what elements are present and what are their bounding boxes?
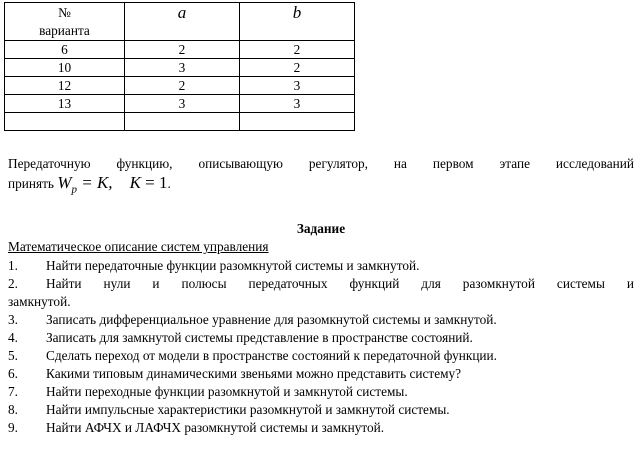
task-text: Найти передаточные функции разомкнутой системы и замкнутой. (46, 258, 420, 273)
paragraph-line-1: Передаточную функцию, описывающую регулятор, на первом этапе исследований (8, 156, 634, 171)
task-number: 7. (8, 384, 18, 399)
task-number: 4. (8, 330, 18, 345)
table-row (5, 95, 355, 113)
list-item (8, 257, 634, 275)
formula-subscript: p (71, 183, 77, 196)
paragraph-line-2 (8, 173, 171, 196)
table-cell-b: 3 (240, 95, 355, 113)
task-number: 1. (8, 258, 18, 273)
list-item (8, 383, 634, 401)
task-number: 2. (8, 276, 18, 291)
task-number: 3. (8, 312, 18, 327)
formula-eq-one: = 1 (140, 173, 168, 192)
task-text: Записать для замкнутой системы представление в пространстве состояний. (46, 330, 473, 345)
header-num-sign: № (58, 5, 71, 20)
task-number: 6. (8, 366, 18, 381)
list-item (8, 365, 634, 383)
task-text: Найти АФЧХ и ЛАФЧХ разомкнутой системы и замкнутой. (46, 420, 385, 435)
table-cell-a: 3 (125, 59, 240, 77)
header-variant-number (5, 3, 125, 41)
task-text: Записать дифференциальное уравнение для разомкнутой системы и замкнутой. (46, 312, 497, 327)
header-b: b (240, 3, 355, 41)
task-number: 9. (8, 420, 18, 435)
table-row-empty (5, 113, 355, 131)
table-cell-b: 2 (240, 41, 355, 59)
task-text: Какими типовым динамическими звеньями можно представить систему? (46, 366, 462, 381)
formula-k: K (129, 173, 141, 192)
task-number: 8. (8, 402, 18, 417)
paragraph-prefix: принять (8, 176, 54, 191)
table-row (5, 77, 355, 95)
table-cell-b (240, 113, 355, 131)
list-item (8, 275, 634, 311)
list-item (8, 311, 634, 329)
formula-w: W (57, 173, 72, 192)
section-title: Математическое описание систем управления (8, 239, 269, 254)
regulator-paragraph (8, 154, 634, 199)
list-item (8, 401, 634, 419)
table-header-row (5, 3, 355, 41)
paragraph-suffix: . (167, 176, 171, 191)
table-cell-a: 2 (125, 41, 240, 59)
header-a: a (125, 3, 240, 41)
table-cell-a (125, 113, 240, 131)
list-item (8, 329, 634, 347)
variants-table (4, 2, 355, 131)
task-text: Сделать переход от модели в пространстве состояний к передаточной функции. (46, 348, 497, 363)
list-item (8, 419, 634, 437)
table-cell-variant: 10 (5, 59, 125, 77)
table-cell-variant: 6 (5, 41, 125, 59)
formula-eq-k: = K, (77, 173, 113, 192)
task-text-line-2: замкнутой. (8, 294, 71, 309)
header-variant-label: варианта (39, 23, 90, 38)
task-list (8, 257, 634, 437)
table-row (5, 59, 355, 77)
task-text: Найти импульсные характеристики разомкнутой и замкнутой системы. (46, 402, 450, 417)
table-cell-a: 2 (125, 77, 240, 95)
regulator-formula (57, 173, 168, 196)
task-number: 5. (8, 348, 18, 363)
task-title: Задание (296, 221, 346, 236)
table-cell-b: 3 (240, 77, 355, 95)
list-item (8, 347, 634, 365)
task-text: Найти переходные функции разомкнутой и замкнутой системы. (46, 384, 408, 399)
table-row (5, 41, 355, 59)
task-text-line-1: Найти нули и полюсы передаточных функций для разомкнутой системы и (46, 276, 634, 291)
table-cell-b: 2 (240, 59, 355, 77)
table-cell-variant: 12 (5, 77, 125, 95)
table-cell-variant: 13 (5, 95, 125, 113)
table-cell-variant (5, 113, 125, 131)
table-cell-a: 3 (125, 95, 240, 113)
